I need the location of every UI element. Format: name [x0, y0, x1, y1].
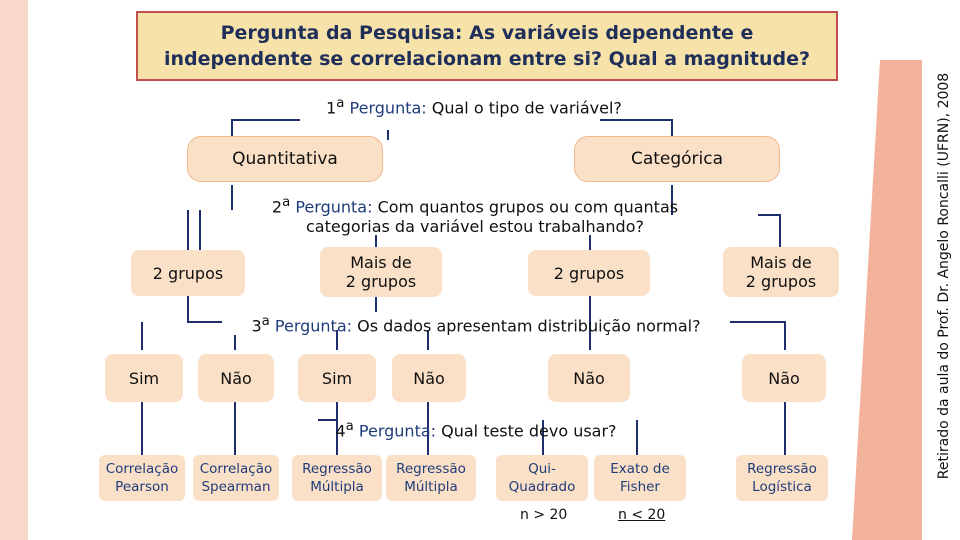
normal-sim-1: Sim	[105, 354, 183, 402]
test-regressao-multipla-1: Regressão Múltipla	[292, 455, 382, 501]
title-line-2: independente se correlacionam entre si? Qual a magnitude?	[163, 48, 811, 70]
type-categorica: Categórica	[574, 136, 780, 182]
normal-nao-3: Não	[548, 354, 630, 402]
note-n-less-equal-20: n < 20	[618, 507, 666, 523]
note-n-greater-20: n > 20	[520, 507, 568, 523]
group-cat-2: 2 grupos	[528, 250, 650, 296]
test-regressao-logistica: Regressão Logística	[736, 455, 828, 501]
ordinal-suffix: a	[336, 96, 345, 111]
question-4: 4$^a$ Pergunta: Qual teste devo usar?	[335, 419, 617, 441]
normal-sim-2: Sim	[298, 354, 376, 402]
group-cat-more: Mais de 2 grupos	[723, 247, 839, 297]
title-line-1: Pergunta da Pesquisa: As variáveis dependente e	[220, 22, 754, 44]
group-quant-more: Mais de 2 grupos	[320, 247, 442, 297]
question-3: 3$^a$ Pergunta: Os dados apresentam distribuição normal?	[251, 314, 701, 336]
test-correlacao-spearman: Correlação Spearman	[193, 455, 279, 501]
group-quant-2: 2 grupos	[131, 250, 245, 296]
type-quantitativa: Quantitativa	[187, 136, 383, 182]
question-1: 1$^a$ Pergunta: Qual o tipo de variável?	[326, 96, 622, 118]
normal-nao-1: Não	[198, 354, 274, 402]
normal-nao-4: Não	[742, 354, 826, 402]
test-correlacao-pearson: Correlação Pearson	[99, 455, 185, 501]
test-qui-quadrado: Qui- Quadrado	[496, 455, 588, 501]
normal-nao-2: Não	[392, 354, 466, 402]
question-2: 2$^a$ Pergunta: Com quantos grupos ou com quantas categorias da variável estou trabalhando?	[271, 195, 679, 237]
credit-text: Retirado da aula do Prof. Dr. Angelo Roncalli (UFRN), 2008	[936, 72, 952, 480]
test-exato-fisher: Exato de Fisher	[594, 455, 686, 501]
test-regressao-multipla-2: Regressão Múltipla	[386, 455, 476, 501]
